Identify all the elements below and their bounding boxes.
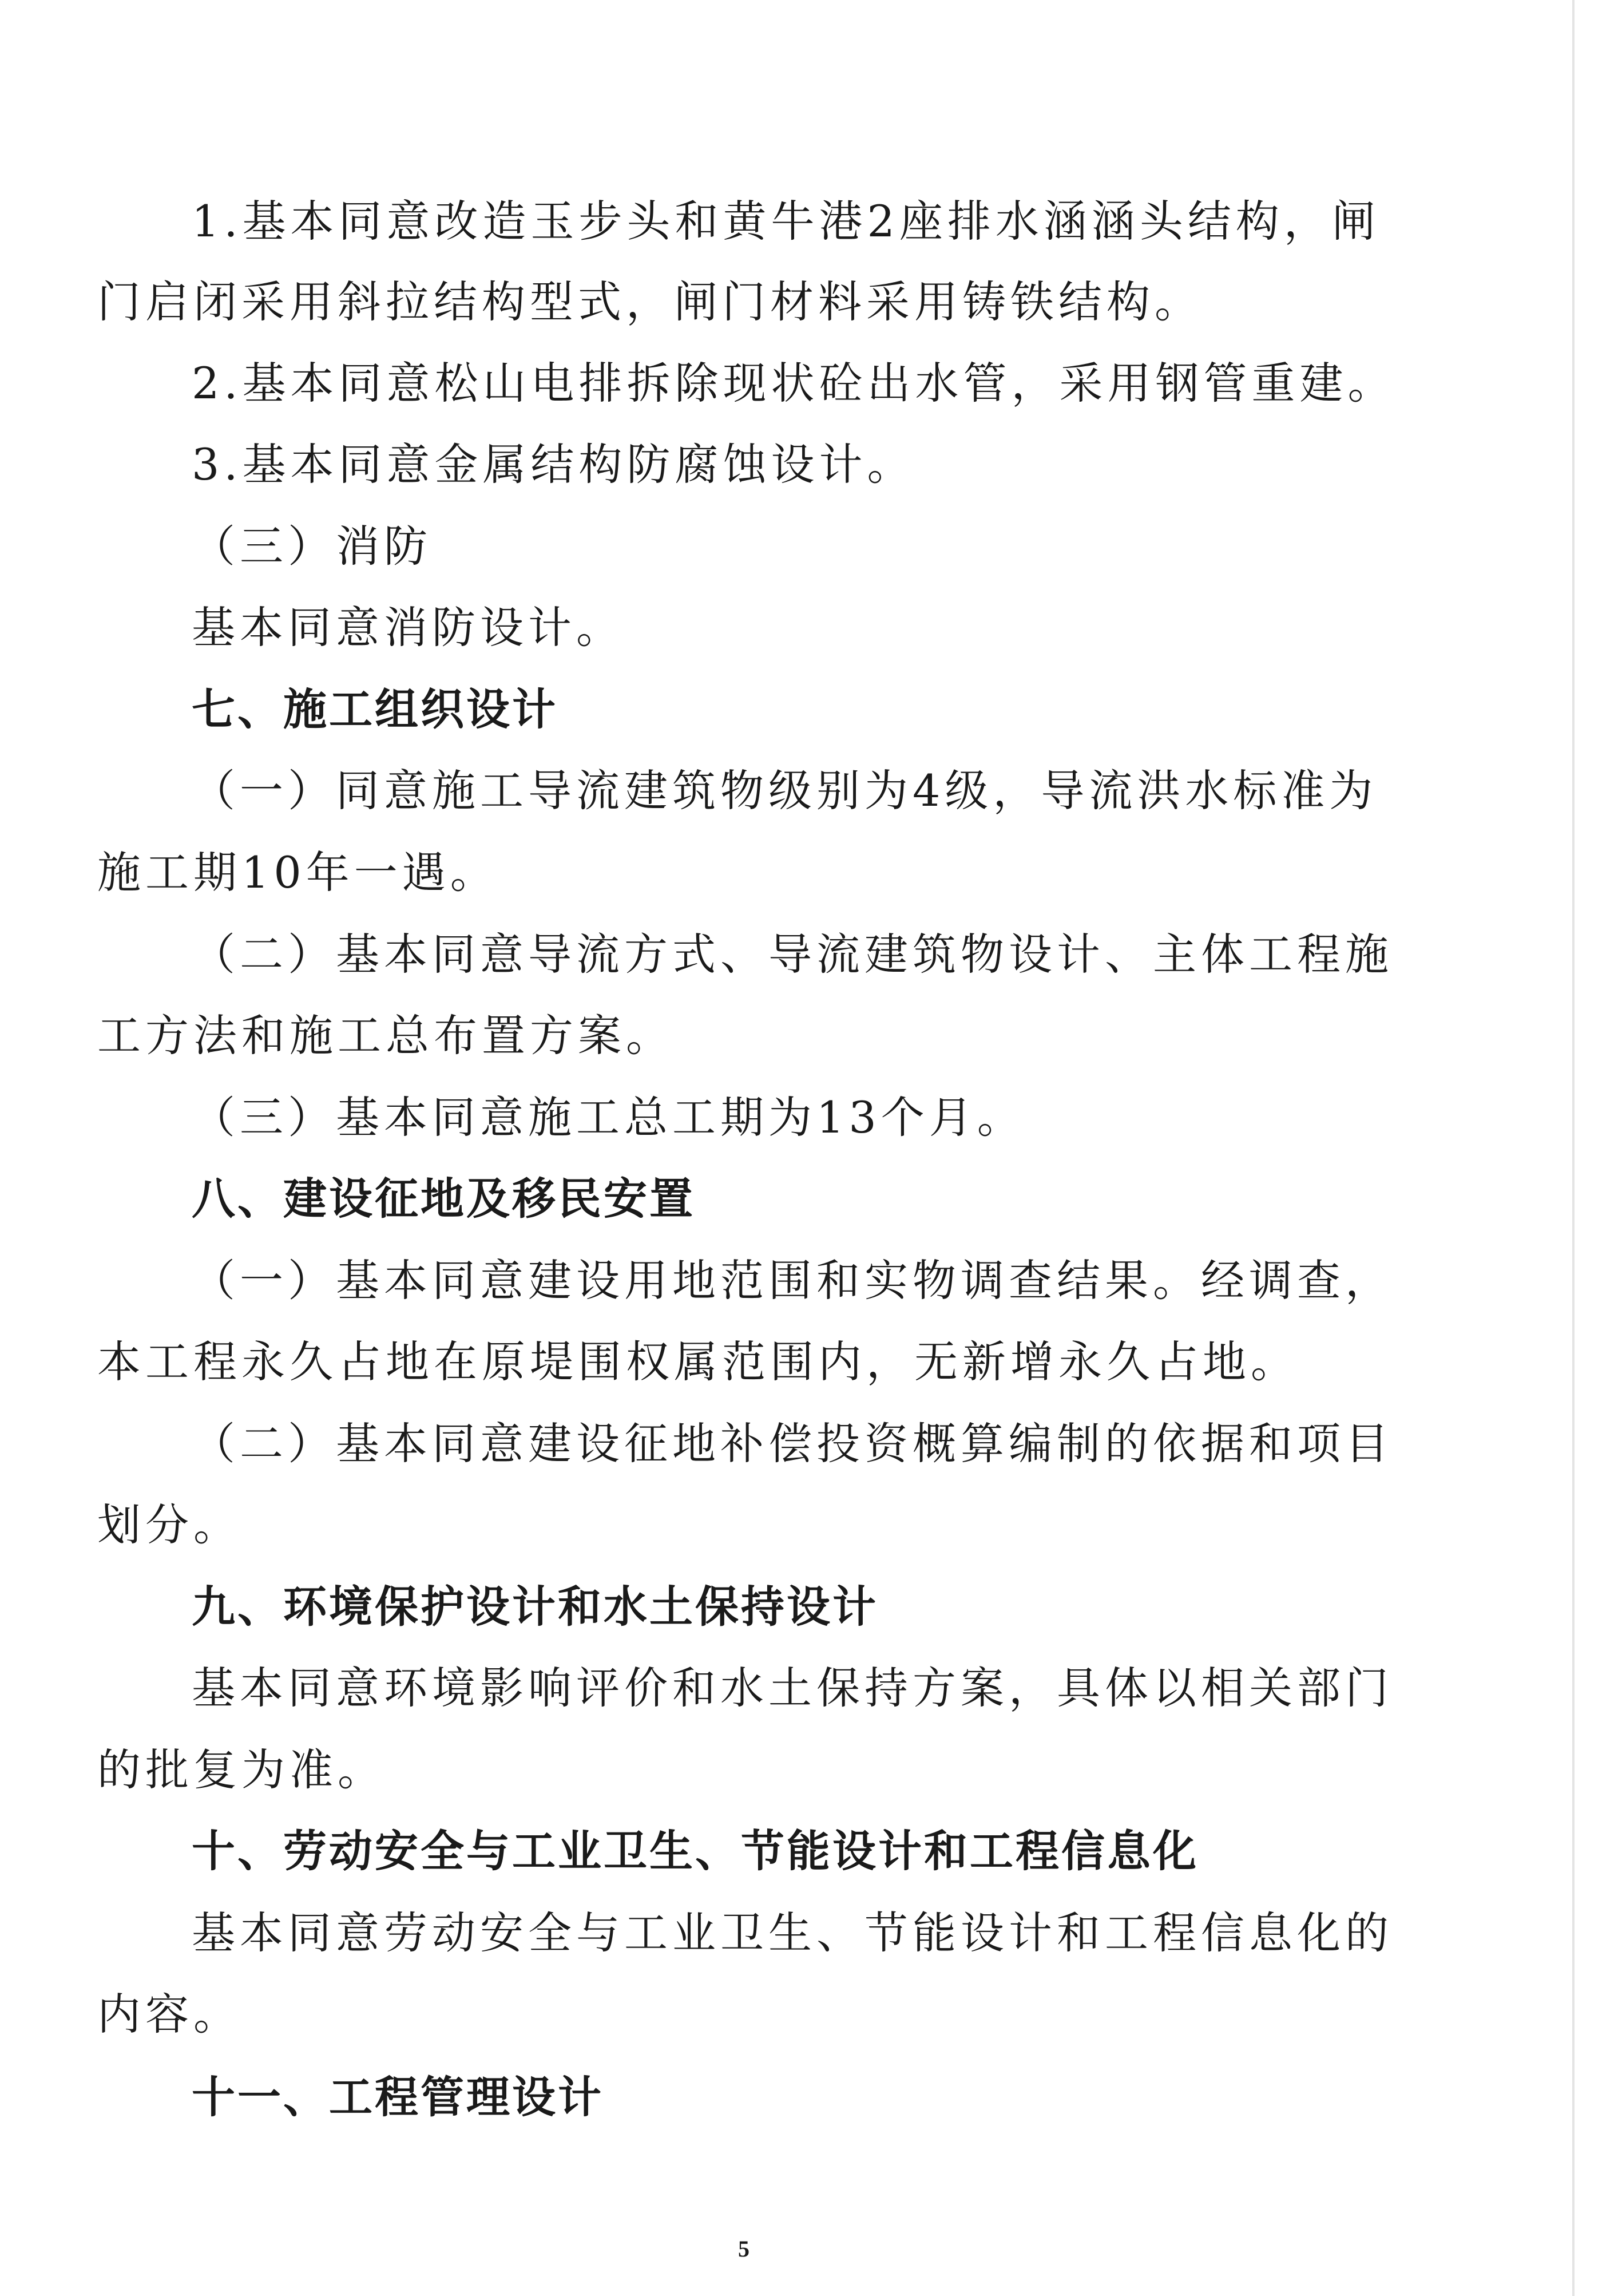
paragraph-line: 1.基本同意改造玉步头和黄牛港2座排水涵涵头结构，闸 <box>192 196 1380 247</box>
section-heading: 九、环境保护设计和水土保持设计 <box>192 1581 878 1632</box>
paragraph-line: 内容。 <box>97 1989 241 2040</box>
section-heading: 七、施工组织设计 <box>192 684 558 735</box>
paragraph-line: 本工程永久占地在原堤围权属范围内，无新增永久占地。 <box>97 1336 1299 1387</box>
paragraph-line: 2.基本同意松山电排拆除现状砼出水管，采用钢管重建。 <box>192 358 1396 409</box>
paragraph-line: （三）基本同意施工总工期为13个月。 <box>192 1092 1025 1143</box>
paragraph-line: （二）基本同意导流方式、导流建筑物设计、主体工程施 <box>192 929 1393 980</box>
paragraph-line: 施工期10年一遇。 <box>97 847 498 898</box>
paragraph-line: （一）同意施工导流建筑物级别为4级，导流洪水标准为 <box>192 765 1378 816</box>
paragraph-line: 基本同意环境影响评价和水土保持方案，具体以相关部门 <box>192 1662 1393 1713</box>
paragraph-line: 3.基本同意金属结构防腐蚀设计。 <box>192 439 915 490</box>
page-number: 5 <box>738 2236 749 2262</box>
section-heading: 八、建设征地及移民安置 <box>192 1173 695 1224</box>
paragraph-line: 基本同意劳动安全与工业卫生、节能设计和工程信息化的 <box>192 1907 1393 1958</box>
paragraph-line: （二）基本同意建设征地补偿投资概算编制的依据和项目 <box>192 1418 1393 1469</box>
paragraph-line: （一）基本同意建设用地范围和实物调查结果。经调查， <box>192 1255 1393 1306</box>
paragraph-line: 的批复为准。 <box>97 1744 386 1795</box>
paragraph-line: 门启闭采用斜拉结构型式，闸门材料采用铸铁结构。 <box>97 276 1203 327</box>
subsection-heading: （三）消防 <box>192 521 432 572</box>
section-heading: 十、劳动安全与工业卫生、节能设计和工程信息化 <box>192 1826 1199 1877</box>
paragraph-line: 划分。 <box>97 1499 241 1550</box>
page-edge-divider <box>1572 0 1575 2296</box>
section-heading: 十一、工程管理设计 <box>192 2072 604 2123</box>
paragraph-line: 工方法和施工总布置方案。 <box>97 1010 674 1061</box>
paragraph-line: 基本同意消防设计。 <box>192 602 624 653</box>
